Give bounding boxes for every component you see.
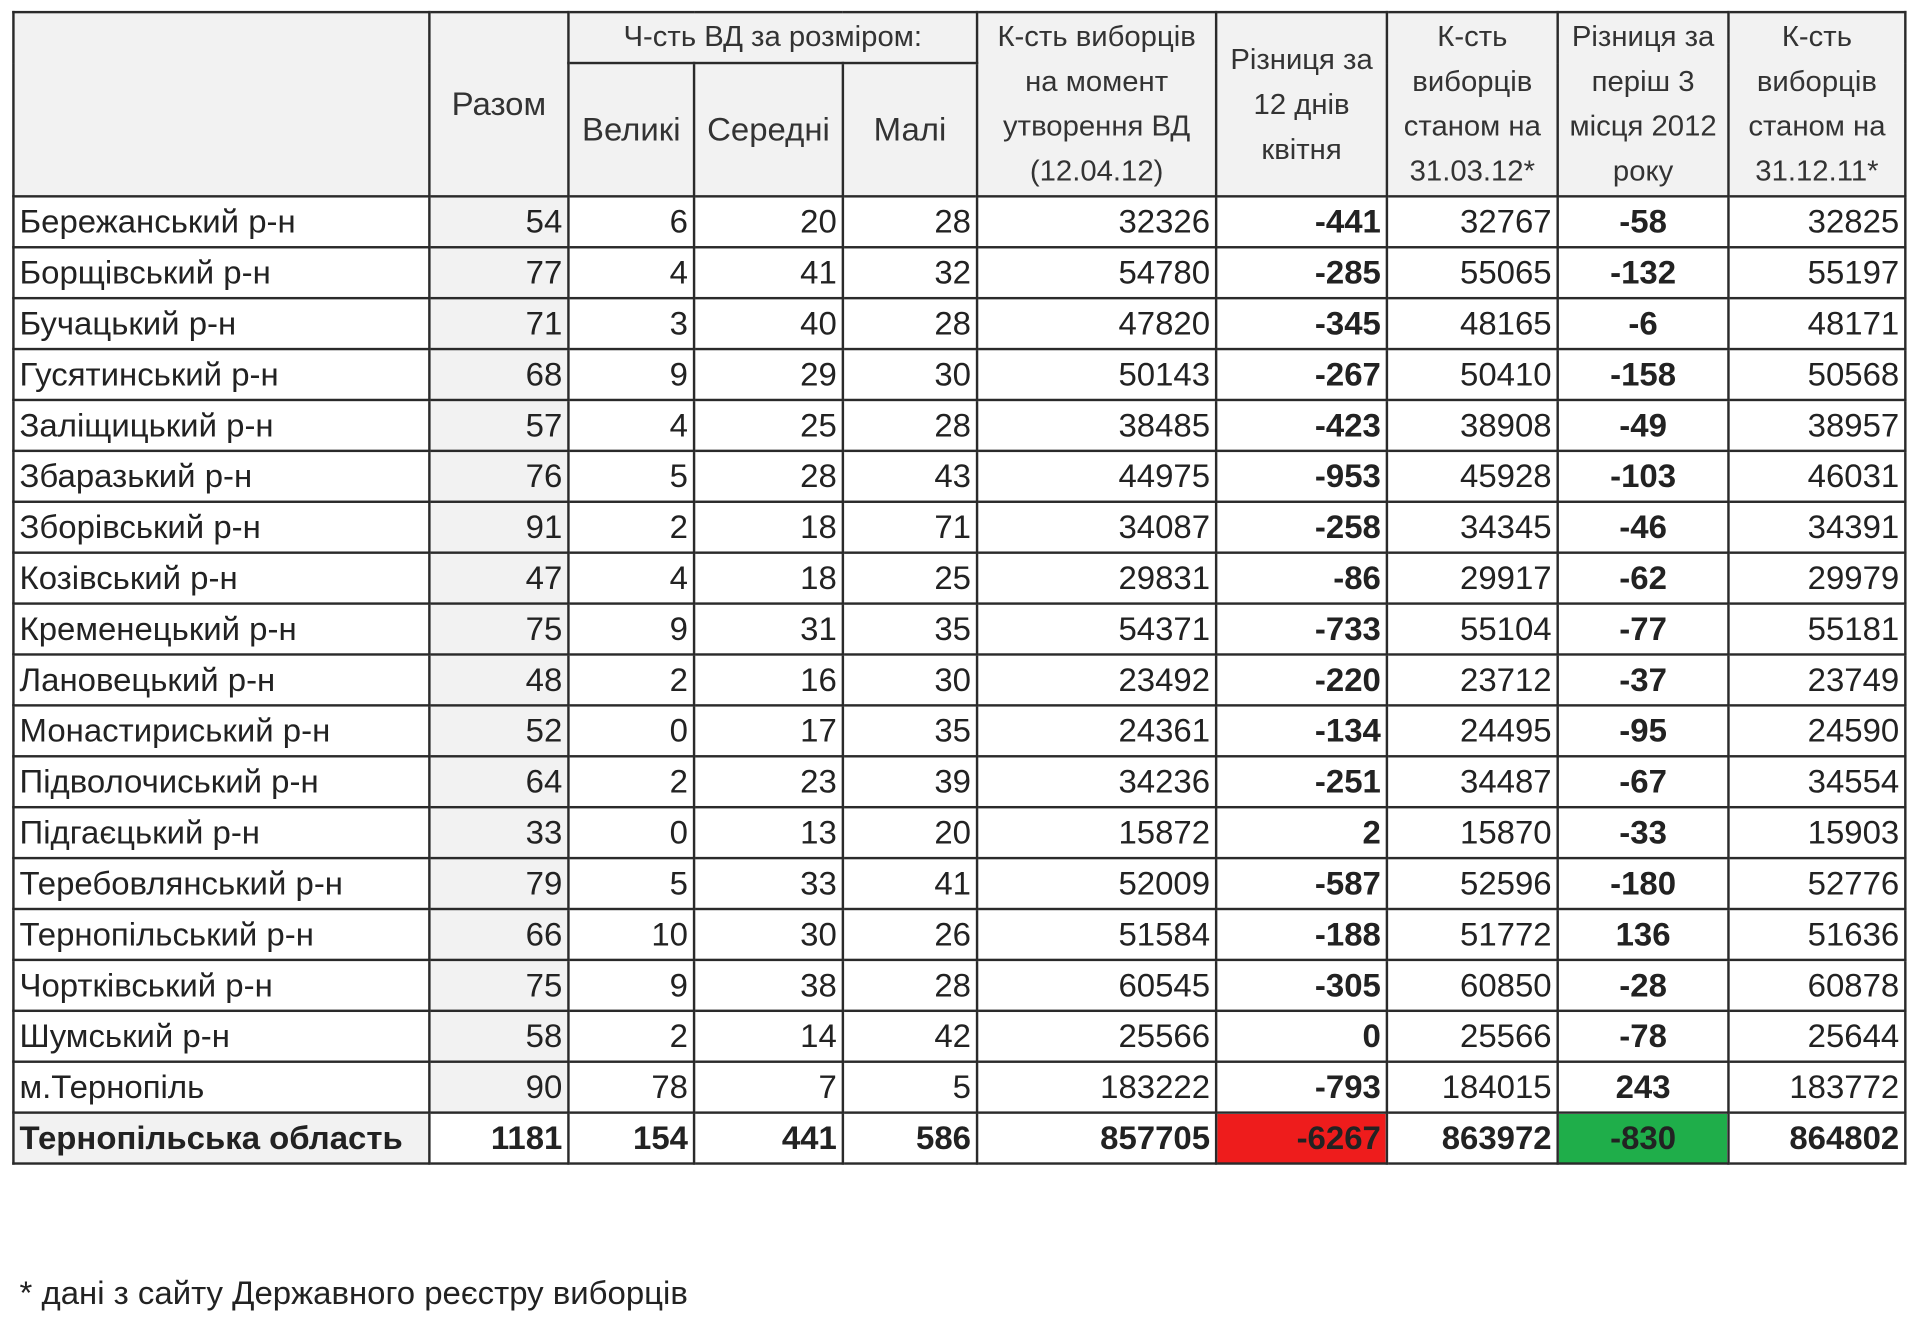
table-row xyxy=(13,807,1905,858)
table-row xyxy=(13,604,1905,655)
header-diff-q1: Різниця за періш 3 місця 2012 року xyxy=(1558,12,1729,196)
cell-voters-2012-03-31: 52596 xyxy=(1387,858,1558,909)
cell-large: 154 xyxy=(568,1113,694,1164)
cell-diff-12-days: -258 xyxy=(1216,502,1387,553)
cell-medium: 441 xyxy=(694,1113,843,1164)
cell-total: 68 xyxy=(429,349,568,400)
cell-region: Бучацький р-н xyxy=(13,298,429,349)
cell-voters-at-creation: 47820 xyxy=(977,298,1216,349)
cell-medium: 30 xyxy=(694,909,843,960)
cell-voters-at-creation: 50143 xyxy=(977,349,1216,400)
cell-diff-q1: 243 xyxy=(1558,1062,1729,1113)
table-row-total xyxy=(13,1113,1905,1164)
header-region xyxy=(13,12,429,196)
cell-diff-12-days: -793 xyxy=(1216,1062,1387,1113)
cell-diff-12-days: -587 xyxy=(1216,858,1387,909)
cell-small: 41 xyxy=(843,858,977,909)
cell-voters-2011-12-31: 34554 xyxy=(1728,756,1905,807)
footnote: * дані з сайту Державного реєстру виборців xyxy=(19,1275,688,1312)
header-voters-at-creation: К-сть виборців на момент утворення ВД (12.04.12) xyxy=(977,12,1216,196)
cell-large: 6 xyxy=(568,196,694,247)
cell-region: Шумський р-н xyxy=(13,1011,429,1062)
table-row xyxy=(13,960,1905,1011)
cell-voters-at-creation: 44975 xyxy=(977,451,1216,502)
header-diff-12-days: Різниця за 12 днів квітня xyxy=(1216,12,1387,196)
header-small: Малі xyxy=(843,63,977,196)
cell-large: 5 xyxy=(568,858,694,909)
cell-medium: 41 xyxy=(694,247,843,298)
cell-large: 9 xyxy=(568,960,694,1011)
cell-large: 2 xyxy=(568,654,694,705)
cell-small: 39 xyxy=(843,756,977,807)
cell-diff-q1: -49 xyxy=(1558,400,1729,451)
cell-diff-q1: -58 xyxy=(1558,196,1729,247)
cell-voters-2012-03-31: 45928 xyxy=(1387,451,1558,502)
cell-medium: 25 xyxy=(694,400,843,451)
cell-medium: 18 xyxy=(694,502,843,553)
table-row xyxy=(13,196,1905,247)
cell-total: 1181 xyxy=(429,1113,568,1164)
table-row xyxy=(13,705,1905,756)
header-total: Разом xyxy=(429,12,568,196)
cell-diff-12-days: -267 xyxy=(1216,349,1387,400)
cell-total: 33 xyxy=(429,807,568,858)
cell-large: 2 xyxy=(568,756,694,807)
header-voters-2012-03-31: К-сть виборців станом на 31.03.12* xyxy=(1387,12,1558,196)
cell-diff-q1: -62 xyxy=(1558,553,1729,604)
cell-small: 71 xyxy=(843,502,977,553)
cell-diff-12-days: -423 xyxy=(1216,400,1387,451)
cell-small: 28 xyxy=(843,960,977,1011)
cell-diff-12-days: -305 xyxy=(1216,960,1387,1011)
cell-diff-q1: -33 xyxy=(1558,807,1729,858)
table-row xyxy=(13,1062,1905,1113)
cell-diff-q1: -103 xyxy=(1558,451,1729,502)
cell-voters-at-creation: 38485 xyxy=(977,400,1216,451)
cell-diff-12-days: -251 xyxy=(1216,756,1387,807)
cell-voters-at-creation: 34236 xyxy=(977,756,1216,807)
cell-large: 0 xyxy=(568,807,694,858)
cell-voters-2011-12-31: 15903 xyxy=(1728,807,1905,858)
cell-voters-2012-03-31: 50410 xyxy=(1387,349,1558,400)
cell-total: 66 xyxy=(429,909,568,960)
cell-region: Теребовлянський р-н xyxy=(13,858,429,909)
cell-voters-2012-03-31: 25566 xyxy=(1387,1011,1558,1062)
table-body xyxy=(13,196,1905,1163)
cell-voters-at-creation: 24361 xyxy=(977,705,1216,756)
cell-small: 42 xyxy=(843,1011,977,1062)
cell-medium: 7 xyxy=(694,1062,843,1113)
cell-voters-at-creation: 52009 xyxy=(977,858,1216,909)
voters-table xyxy=(12,11,1906,1165)
cell-small: 35 xyxy=(843,705,977,756)
cell-total: 47 xyxy=(429,553,568,604)
table-row xyxy=(13,400,1905,451)
table-row xyxy=(13,298,1905,349)
cell-voters-2012-03-31: 29917 xyxy=(1387,553,1558,604)
cell-diff-12-days: -6267 xyxy=(1216,1113,1387,1164)
cell-medium: 18 xyxy=(694,553,843,604)
cell-large: 4 xyxy=(568,553,694,604)
cell-voters-at-creation: 25566 xyxy=(977,1011,1216,1062)
cell-diff-12-days: 0 xyxy=(1216,1011,1387,1062)
cell-large: 2 xyxy=(568,1011,694,1062)
cell-diff-q1: -78 xyxy=(1558,1011,1729,1062)
cell-region: Гусятинський р-н xyxy=(13,349,429,400)
table-row xyxy=(13,858,1905,909)
cell-region: Зборівський р-н xyxy=(13,502,429,553)
table-row xyxy=(13,451,1905,502)
cell-medium: 40 xyxy=(694,298,843,349)
cell-region: Козівський р-н xyxy=(13,553,429,604)
cell-total: 54 xyxy=(429,196,568,247)
cell-diff-q1: -67 xyxy=(1558,756,1729,807)
cell-voters-2011-12-31: 60878 xyxy=(1728,960,1905,1011)
cell-diff-q1: -37 xyxy=(1558,654,1729,705)
cell-diff-12-days: -134 xyxy=(1216,705,1387,756)
cell-voters-at-creation: 15872 xyxy=(977,807,1216,858)
cell-voters-2012-03-31: 863972 xyxy=(1387,1113,1558,1164)
cell-total: 77 xyxy=(429,247,568,298)
cell-large: 5 xyxy=(568,451,694,502)
cell-voters-at-creation: 51584 xyxy=(977,909,1216,960)
cell-voters-2011-12-31: 25644 xyxy=(1728,1011,1905,1062)
cell-small: 28 xyxy=(843,400,977,451)
cell-voters-2011-12-31: 183772 xyxy=(1728,1062,1905,1113)
cell-medium: 33 xyxy=(694,858,843,909)
cell-voters-2012-03-31: 38908 xyxy=(1387,400,1558,451)
cell-total: 52 xyxy=(429,705,568,756)
cell-voters-at-creation: 857705 xyxy=(977,1113,1216,1164)
cell-voters-2011-12-31: 864802 xyxy=(1728,1113,1905,1164)
cell-voters-at-creation: 32326 xyxy=(977,196,1216,247)
cell-total: 91 xyxy=(429,502,568,553)
cell-large: 78 xyxy=(568,1062,694,1113)
table-row xyxy=(13,1011,1905,1062)
cell-voters-2011-12-31: 34391 xyxy=(1728,502,1905,553)
table-row xyxy=(13,909,1905,960)
cell-diff-12-days: -953 xyxy=(1216,451,1387,502)
cell-total: 79 xyxy=(429,858,568,909)
cell-region: Підгаєцький р-н xyxy=(13,807,429,858)
cell-diff-q1: -132 xyxy=(1558,247,1729,298)
cell-voters-2011-12-31: 24590 xyxy=(1728,705,1905,756)
cell-voters-2012-03-31: 23712 xyxy=(1387,654,1558,705)
cell-medium: 28 xyxy=(694,451,843,502)
cell-voters-2012-03-31: 34345 xyxy=(1387,502,1558,553)
cell-medium: 16 xyxy=(694,654,843,705)
cell-total: 57 xyxy=(429,400,568,451)
cell-voters-2012-03-31: 15870 xyxy=(1387,807,1558,858)
cell-diff-q1: -28 xyxy=(1558,960,1729,1011)
cell-small: 30 xyxy=(843,654,977,705)
cell-small: 26 xyxy=(843,909,977,960)
cell-diff-12-days: -285 xyxy=(1216,247,1387,298)
cell-voters-at-creation: 29831 xyxy=(977,553,1216,604)
header-large: Великі xyxy=(568,63,694,196)
cell-diff-12-days: -188 xyxy=(1216,909,1387,960)
cell-total: 75 xyxy=(429,604,568,655)
cell-total: 48 xyxy=(429,654,568,705)
cell-voters-2011-12-31: 50568 xyxy=(1728,349,1905,400)
cell-total: 58 xyxy=(429,1011,568,1062)
cell-region: Монастириський р-н xyxy=(13,705,429,756)
cell-large: 4 xyxy=(568,247,694,298)
cell-diff-12-days: 2 xyxy=(1216,807,1387,858)
cell-voters-2012-03-31: 51772 xyxy=(1387,909,1558,960)
cell-voters-2012-03-31: 55065 xyxy=(1387,247,1558,298)
cell-total: 90 xyxy=(429,1062,568,1113)
cell-voters-at-creation: 60545 xyxy=(977,960,1216,1011)
table-row xyxy=(13,756,1905,807)
cell-diff-12-days: -86 xyxy=(1216,553,1387,604)
table-row xyxy=(13,247,1905,298)
cell-small: 28 xyxy=(843,196,977,247)
header-medium: Середні xyxy=(694,63,843,196)
cell-total: 64 xyxy=(429,756,568,807)
cell-diff-q1: -158 xyxy=(1558,349,1729,400)
cell-small: 586 xyxy=(843,1113,977,1164)
cell-medium: 38 xyxy=(694,960,843,1011)
cell-diff-q1: -180 xyxy=(1558,858,1729,909)
cell-region: Борщівський р-н xyxy=(13,247,429,298)
cell-large: 2 xyxy=(568,502,694,553)
cell-medium: 20 xyxy=(694,196,843,247)
cell-diff-q1: -6 xyxy=(1558,298,1729,349)
cell-small: 30 xyxy=(843,349,977,400)
cell-voters-at-creation: 23492 xyxy=(977,654,1216,705)
cell-small: 35 xyxy=(843,604,977,655)
cell-voters-2012-03-31: 55104 xyxy=(1387,604,1558,655)
cell-voters-2011-12-31: 29979 xyxy=(1728,553,1905,604)
cell-voters-at-creation: 54780 xyxy=(977,247,1216,298)
cell-voters-2012-03-31: 48165 xyxy=(1387,298,1558,349)
cell-diff-12-days: -733 xyxy=(1216,604,1387,655)
cell-large: 9 xyxy=(568,349,694,400)
cell-region: Заліщицький р-н xyxy=(13,400,429,451)
cell-diff-q1: -95 xyxy=(1558,705,1729,756)
cell-voters-2011-12-31: 46031 xyxy=(1728,451,1905,502)
cell-large: 4 xyxy=(568,400,694,451)
table-row xyxy=(13,654,1905,705)
cell-medium: 14 xyxy=(694,1011,843,1062)
cell-voters-at-creation: 34087 xyxy=(977,502,1216,553)
cell-voters-2011-12-31: 48171 xyxy=(1728,298,1905,349)
cell-region: м.Тернопіль xyxy=(13,1062,429,1113)
cell-diff-q1: -77 xyxy=(1558,604,1729,655)
cell-total: 71 xyxy=(429,298,568,349)
cell-small: 5 xyxy=(843,1062,977,1113)
cell-diff-12-days: -220 xyxy=(1216,654,1387,705)
cell-voters-2012-03-31: 184015 xyxy=(1387,1062,1558,1113)
cell-region: Тернопільська область xyxy=(13,1113,429,1164)
cell-large: 9 xyxy=(568,604,694,655)
cell-diff-q1: -830 xyxy=(1558,1113,1729,1164)
table-row xyxy=(13,349,1905,400)
cell-large: 3 xyxy=(568,298,694,349)
cell-diff-q1: 136 xyxy=(1558,909,1729,960)
header-voters-2011-12-31: К-сть виборців станом на 31.12.11* xyxy=(1728,12,1905,196)
cell-voters-2011-12-31: 55181 xyxy=(1728,604,1905,655)
cell-small: 25 xyxy=(843,553,977,604)
cell-voters-2011-12-31: 38957 xyxy=(1728,400,1905,451)
header-size-group: Ч-сть ВД за розміром: xyxy=(568,12,977,63)
cell-voters-at-creation: 183222 xyxy=(977,1062,1216,1113)
cell-voters-2011-12-31: 55197 xyxy=(1728,247,1905,298)
cell-region: Підволочиський р-н xyxy=(13,756,429,807)
cell-voters-2012-03-31: 24495 xyxy=(1387,705,1558,756)
cell-voters-2011-12-31: 32825 xyxy=(1728,196,1905,247)
cell-voters-2012-03-31: 32767 xyxy=(1387,196,1558,247)
cell-region: Тернопільський р-н xyxy=(13,909,429,960)
cell-region: Бережанський р-н xyxy=(13,196,429,247)
cell-voters-2012-03-31: 60850 xyxy=(1387,960,1558,1011)
cell-medium: 23 xyxy=(694,756,843,807)
cell-region: Лановецький р-н xyxy=(13,654,429,705)
cell-voters-2011-12-31: 23749 xyxy=(1728,654,1905,705)
cell-medium: 29 xyxy=(694,349,843,400)
cell-medium: 31 xyxy=(694,604,843,655)
cell-diff-12-days: -345 xyxy=(1216,298,1387,349)
cell-region: Кременецький р-н xyxy=(13,604,429,655)
table-row xyxy=(13,502,1905,553)
cell-region: Збаразький р-н xyxy=(13,451,429,502)
cell-medium: 13 xyxy=(694,807,843,858)
cell-medium: 17 xyxy=(694,705,843,756)
cell-small: 32 xyxy=(843,247,977,298)
cell-large: 10 xyxy=(568,909,694,960)
cell-region: Чортківський р-н xyxy=(13,960,429,1011)
cell-total: 76 xyxy=(429,451,568,502)
cell-diff-q1: -46 xyxy=(1558,502,1729,553)
cell-voters-2012-03-31: 34487 xyxy=(1387,756,1558,807)
cell-small: 28 xyxy=(843,298,977,349)
cell-diff-12-days: -441 xyxy=(1216,196,1387,247)
table-row xyxy=(13,553,1905,604)
cell-small: 43 xyxy=(843,451,977,502)
cell-voters-at-creation: 54371 xyxy=(977,604,1216,655)
cell-voters-2011-12-31: 52776 xyxy=(1728,858,1905,909)
cell-total: 75 xyxy=(429,960,568,1011)
cell-large: 0 xyxy=(568,705,694,756)
cell-small: 20 xyxy=(843,807,977,858)
cell-voters-2011-12-31: 51636 xyxy=(1728,909,1905,960)
